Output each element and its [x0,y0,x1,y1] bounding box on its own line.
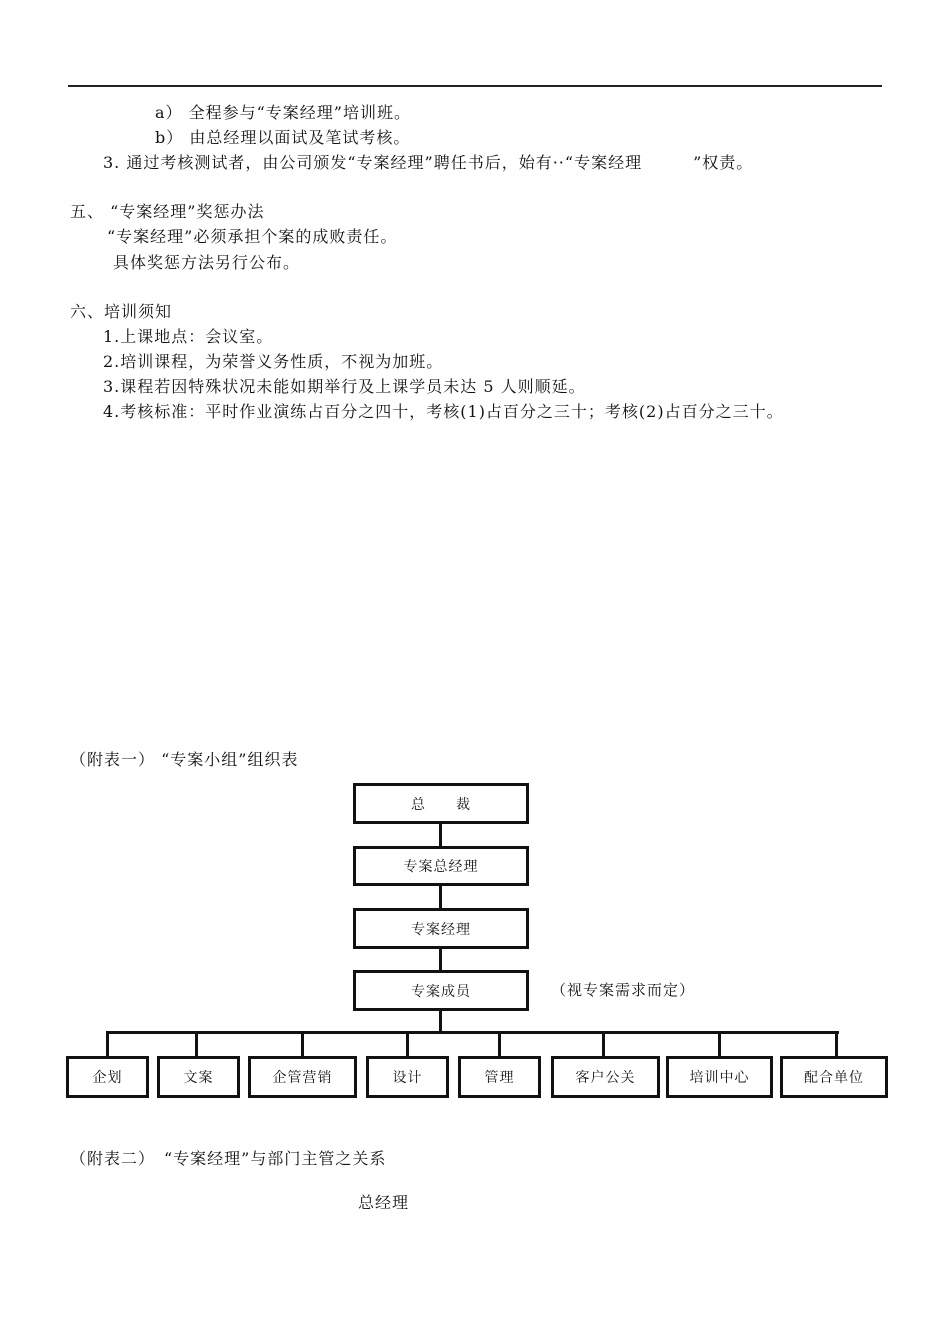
dept-box: 培训中心 [666,1056,773,1098]
section6-item: 2.培训课程，为荣誉义务性质，不视为加班。 [103,352,444,371]
connector-line [439,886,442,908]
branch-drop [602,1031,605,1056]
branch-bar [106,1031,839,1034]
appendix1-title: （附表一） “专案小组”组织表 [70,750,299,769]
branch-drop [406,1031,409,1056]
section6-heading: 六、培训须知 [70,302,173,321]
dept-box: 企划 [66,1056,149,1098]
dept-box: 配合单位 [780,1056,888,1098]
dept-box: 管理 [458,1056,541,1098]
section5-line1: “专案经理”必须承担个案的成败责任。 [107,227,398,246]
connector-line [439,1011,442,1033]
section6-item: 3.课程若因特殊状况未能如期举行及上课学员未达 5 人则顺延。 [103,377,586,396]
item-3: 3. 通过考核测试者，由公司颁发“专案经理”聘任书后，始有··“专案经理 ”权责。 [103,153,754,172]
org-node-project-manager: 专案经理 [353,908,529,949]
appendix2-top-label: 总经理 [358,1193,410,1212]
dept-box: 企管营销 [248,1056,357,1098]
connector-line [439,949,442,970]
branch-drop [718,1031,721,1056]
branch-drop [301,1031,304,1056]
header-rule [68,85,882,87]
section5-heading: 五、 “专案经理”奖惩办法 [70,202,265,221]
item-a: a） 全程参与“专案经理”培训班。 [155,103,411,122]
branch-drop [106,1031,109,1056]
member-note: （视专案需求而定） [551,981,696,999]
appendix2-title: （附表二） “专案经理”与部门主管之关系 [70,1149,387,1168]
dept-box: 文案 [157,1056,240,1098]
dept-box: 客户公关 [551,1056,660,1098]
branch-drop [498,1031,501,1056]
section6-item: 4.考核标准：平时作业演练占百分之四十，考核(1)占百分之三十；考核(2)占百分之三十。 [103,402,784,421]
org-node-president: 总 裁 [353,783,529,824]
connector-line [439,824,442,846]
org-node-project-gm: 专案总经理 [353,846,529,886]
item-b: b） 由总经理以面试及笔试考核。 [155,128,411,147]
section6-item: 1.上课地点：会议室。 [103,327,274,346]
dept-box: 设计 [366,1056,449,1098]
section5-line2: 具体奖惩方法另行公布。 [113,253,301,272]
branch-drop [835,1031,838,1056]
branch-drop [195,1031,198,1056]
org-node-project-members: 专案成员 [353,970,529,1011]
